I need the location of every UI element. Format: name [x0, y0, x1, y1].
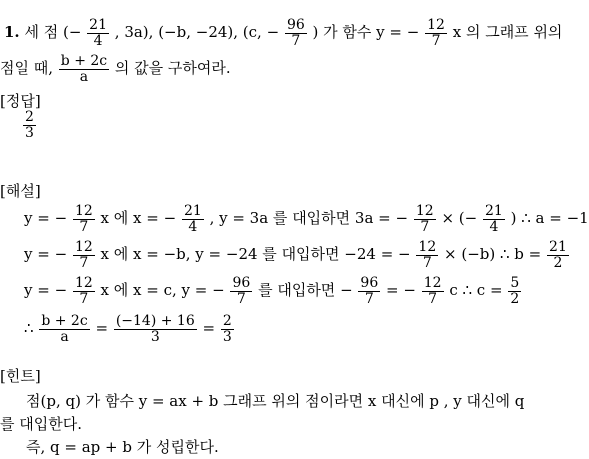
hint-heading: [힌트]	[0, 367, 41, 385]
hint-line-2: 를 대입한다.	[0, 415, 82, 433]
text: , 3a), (−b, −24), (c, −	[114, 23, 280, 42]
solution-heading: [해설]	[0, 182, 41, 200]
fraction: $\frac{96}{7}$	[232, 275, 251, 307]
fraction: $\frac{12}{7}$	[74, 203, 93, 235]
fraction: $\frac{12}{7}$	[415, 203, 434, 235]
text: y = −	[24, 281, 68, 300]
problem-line-1	[4, 18, 562, 48]
fraction: $\frac{b + 2c}{a}$	[41, 313, 88, 345]
text: , y = 3a 를 대입하면 3a = −	[209, 209, 409, 228]
text: =	[95, 319, 109, 338]
text: y = −	[24, 245, 68, 264]
text: × (−	[441, 209, 478, 228]
text: c ∴ c =	[449, 281, 503, 300]
fraction: $\frac{12}{7}$	[74, 275, 93, 307]
text: x 에 x = c, y = −	[100, 281, 225, 300]
text: 를 대입하면 −	[258, 281, 353, 300]
text: x 의 그래프 위의	[452, 23, 563, 42]
text: y = −	[24, 209, 68, 228]
fraction: $\frac{2}{3}$	[222, 313, 232, 345]
fraction: $\frac{5}{2}$	[510, 275, 520, 307]
solution-line-4	[24, 314, 235, 344]
text: =	[202, 319, 216, 338]
text: ) 가 함수 y = −	[312, 23, 420, 42]
answer-value	[22, 110, 37, 140]
fraction: $\frac{21}{4}$	[183, 203, 202, 235]
text: 의 값을 구하여라.	[114, 59, 231, 78]
text: 점일 때,	[0, 59, 54, 78]
problem-line-2	[0, 54, 231, 84]
fraction: $\frac{12}{7}$	[427, 17, 445, 49]
text: 세 점 (−	[24, 23, 82, 42]
problem-number: 1.	[4, 23, 20, 42]
fraction: $\frac{96}{7}$	[286, 17, 305, 49]
text: ∴	[24, 319, 34, 338]
fraction: $\frac{2}{3}$	[25, 109, 34, 141]
hint-line-1: 점(p, q) 가 함수 y = ax + b 그래프 위의 점이라면 x 대신에 p , y 대신에 q	[26, 392, 525, 410]
hint-line-3: 즉, q = ap + b 가 성립한다.	[26, 438, 219, 456]
fraction: $\frac{21}{4}$	[485, 203, 503, 235]
solution-line-1	[24, 204, 589, 234]
text: x 에 x = −	[100, 209, 177, 228]
fraction: $\frac{12}{7}$	[418, 239, 437, 271]
fraction: $\frac{21}{4}$	[89, 17, 107, 49]
fraction: $\frac{b + 2c}{a}$	[60, 53, 108, 85]
text: ) ∴ a = −1	[510, 209, 589, 228]
answer-heading: [정답]	[0, 92, 41, 110]
fraction: $\frac{96}{7}$	[360, 275, 379, 307]
fraction: $\frac{21}{2}$	[549, 239, 567, 271]
text: = −	[386, 281, 416, 300]
solution-line-2	[24, 240, 570, 270]
fraction: $\frac{12}{7}$	[423, 275, 442, 307]
text: x 에 x = −b, y = −24 를 대입하면 −24 = −	[100, 245, 411, 264]
text: × (−b) ∴ b =	[444, 245, 542, 264]
fraction: $\frac{12}{7}$	[74, 239, 93, 271]
solution-line-3	[24, 276, 522, 306]
fraction: $\frac{(-14) + 16}{3}$	[115, 313, 195, 345]
